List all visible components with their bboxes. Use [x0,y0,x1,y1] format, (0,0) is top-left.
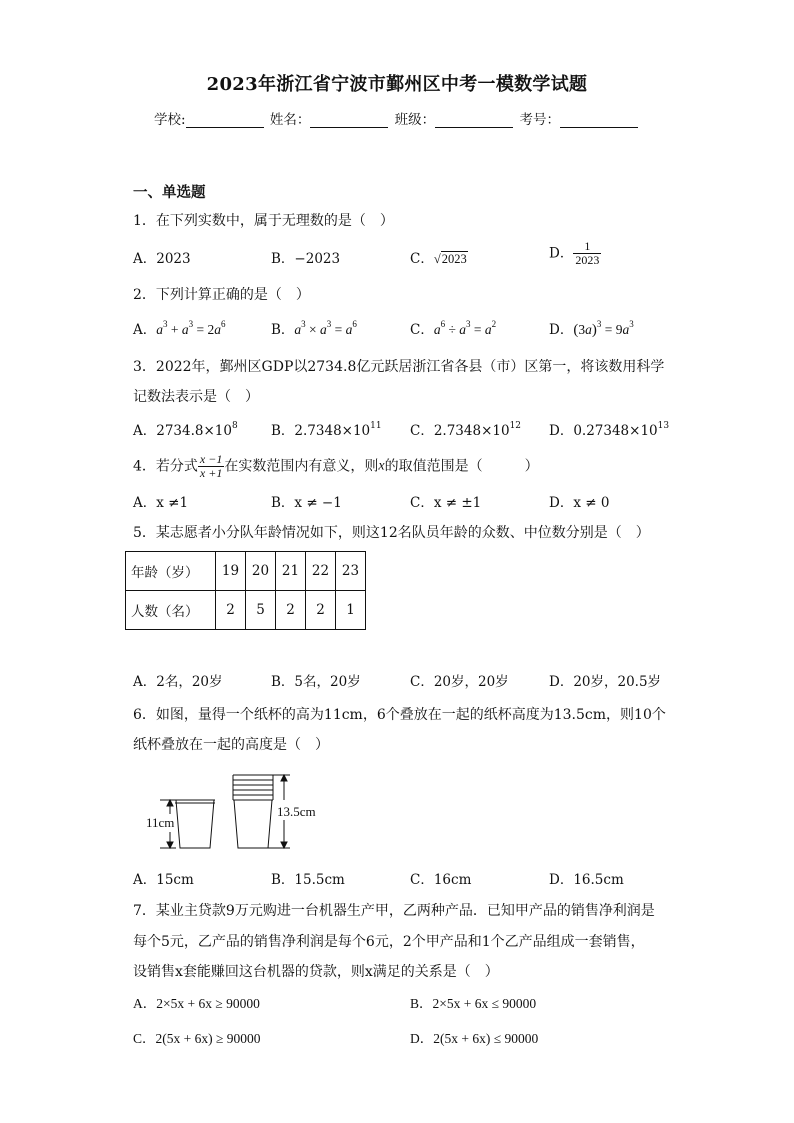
label-13-5cm: 13.5cm [277,804,316,819]
q1-option-c-prefix: C． [410,251,434,267]
q3-option-c [410,421,521,441]
q4-fraction-numerator: x −1 [199,452,223,466]
q2-option-c: C．$a^6 \div a^3 = a^2$ [410,319,497,338]
name-blank [310,113,388,128]
q2-option-a-prefix: A． [133,322,157,338]
q7-option-b: B．2×5x + 6x ≤ 90000 [410,996,537,1011]
q3-stem-line1: 3．2022年，鄞州区GDP以2734.8亿元跃居浙江省各县（市）区第一，将该数用科学 [133,359,665,375]
q4-variable: x [378,458,385,474]
q4-stem-part-b: 在实数范围内有意义，则 [224,458,379,475]
q2-option-d: D．$(3a)^3 = 9a^3$ [549,319,634,338]
q3-option-d [549,421,669,441]
exam-number-label: 考号： [519,112,560,128]
q5-option-b: B．5名，20岁 [271,674,361,690]
q3-option-c-exponent: 12 [509,421,522,431]
q4-fraction-denominator: x +1 [199,466,223,480]
q2-option-a: A．$a^3 + a^3 = 2a^6$ [133,319,226,338]
q7-option-d: D．2(5x + 6x) ≤ 90000 [410,1031,539,1046]
school-blank [186,113,264,128]
q3-option-a [133,421,238,441]
table-cell: 2 [306,591,336,630]
q6-stem-line1: 6．如图，量得一个纸杯的高为11cm，6个叠放在一起的纸杯高度为13.5cm，则10个 [133,707,666,723]
q6-option-a: A．15cm [133,872,194,888]
q2-stem: 2．下列计算正确的是（ ） [133,287,310,303]
sqrt-radicand: 2023 [441,252,467,266]
q2-option-d-prefix: D． [549,322,574,338]
q5-stem: 5．某志愿者小分队年龄情况如下，则这12名队员年龄的众数、中位数分别是（ ） [133,525,650,541]
table-cell: 20 [246,552,276,591]
table-cell: 21 [276,552,306,591]
table-cell: 人数（名） [126,591,216,630]
sqrt-expression: √2023 [433,252,467,266]
school-label: 学校: [154,112,186,128]
name-label: 姓名： [269,112,311,128]
table-cell: 2 [276,591,306,630]
class-blank [435,113,513,128]
q4-option-d: D．x ≠ 0 [549,495,610,511]
class-label: 班级： [394,112,436,128]
q5-option-c: C．20岁，20岁 [410,674,509,690]
fraction-numerator: 1 [573,240,601,254]
q2-option-b: B．$a^3 \times a^3 = a^6$ [271,319,357,338]
exam-number-blank [560,113,638,128]
age-table [125,551,366,630]
q3-option-b [271,421,382,441]
q5-option-a: A．2名，20岁 [133,674,223,690]
q1-option-a: A．2023 [133,251,191,267]
q2-option-b-prefix: B． [271,322,295,338]
q4-option-a: A．x ≠1 [133,495,189,511]
q6-option-b: B．15.5cm [271,872,345,888]
section-heading: 一、单选题 [133,184,206,201]
document-title: 2023年浙江省宁波市鄞州区中考一模数学试题 [206,74,588,95]
q1-stem: 1．在下列实数中，属于无理数的是（ ） [133,213,394,229]
q3-option-d-exponent: 13 [657,421,670,431]
q7-option-c: C．2(5x + 6x) ≥ 90000 [133,1031,261,1046]
q3-option-d-text: D．0.27348×10 [549,423,658,439]
paper-cups-figure [140,770,340,855]
q7-stem-line2: 每个5元，乙产品的销售净利润是每个6元，2个甲产品和1个乙产品组成一套销售， [133,934,645,950]
q1-option-b: B．−2023 [271,251,341,267]
q3-option-c-text: C．2.7348×10 [410,423,510,439]
q7-stem-line1: 7．某业主贷款9万元购进一台机器生产甲，乙两种产品．已知甲产品的销售净利润是 [133,903,655,919]
q2-option-c-prefix: C． [410,322,434,338]
q7-option-a: A．2×5x + 6x ≥ 90000 [133,996,260,1011]
table-cell: 22 [306,552,336,591]
q3-option-a-exponent: 8 [231,421,238,431]
q5-option-d: D．20岁，20.5岁 [549,674,662,690]
label-11cm: 11cm [146,815,175,830]
table-cell: 1 [336,591,366,630]
q4-fraction [198,453,224,480]
table-row [126,591,366,630]
q6-option-d: D．16.5cm [549,872,624,888]
q4-stem-part-c: 的取值范围是（ ） [384,458,539,475]
q4-option-c: C．x ≠ ±1 [410,495,482,511]
q3-stem-line2: 记数法表示是（ ） [133,389,259,405]
q1-option-d [549,240,601,267]
single-cup [175,800,215,848]
q4-stem-part-a: 4．若分式 [133,458,198,475]
q4-option-b: B．x ≠ −1 [271,495,342,511]
table-row [126,552,366,591]
table-cell: 5 [246,591,276,630]
student-info-line [0,108,794,128]
q1-option-c [410,249,468,269]
q7-stem-line3: 设销售x套能赚回这台机器的贷款，则x满足的关系是（ ） [133,964,499,980]
table-cell: 2 [216,591,246,630]
q6-stem-line2: 纸杯叠放在一起的高度是（ ） [133,737,329,753]
q3-option-a-text: A．2734.8×10 [133,423,232,439]
fraction-denominator: 2023 [575,253,600,267]
table-cell: 年龄（岁） [126,552,216,591]
stacked-cups [233,775,273,848]
q1-option-d-prefix: D． [549,245,574,262]
fraction-1-over-2023 [573,240,601,267]
q3-option-b-text: B．2.7348×10 [271,423,371,439]
q4-stem [133,453,539,480]
q3-option-b-exponent: 11 [370,421,382,431]
q6-option-c: C．16cm [410,872,472,888]
table-cell: 19 [216,552,246,591]
table-cell: 23 [336,552,366,591]
